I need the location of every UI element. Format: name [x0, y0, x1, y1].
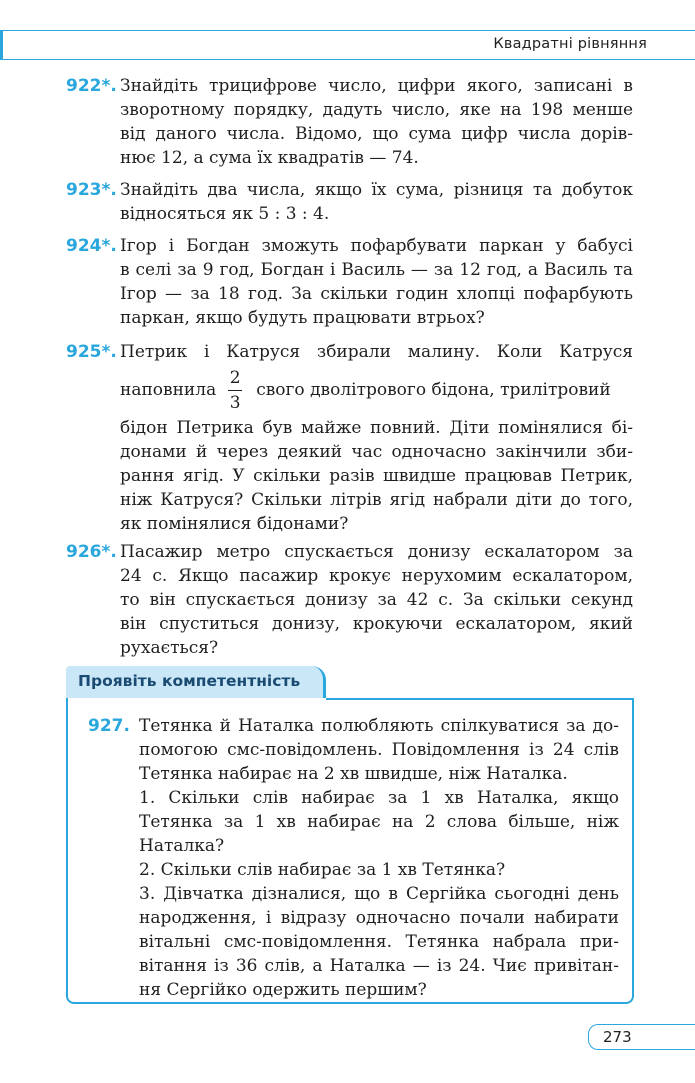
text-line: зворотному порядку, дадуть число, яке на 198 менше — [120, 100, 633, 120]
text-line: паркан, якщо будуть працювати втрьох? — [120, 308, 485, 328]
fraction-denominator: 3 — [229, 392, 241, 413]
problem-number: 925*. — [66, 342, 117, 362]
text-line: відносяться як 5 : 3 : 4. — [120, 204, 330, 224]
problem-number: 923*. — [66, 180, 117, 200]
problem-number: 922*. — [66, 76, 117, 96]
text-fragment: наповнила — [120, 380, 217, 400]
text-line: бідон Петрика був майже повний. Діти помінялися бі- — [120, 418, 633, 438]
text-line: в селі за 9 год, Богдан і Василь — за 12 год, а Василь та — [120, 260, 633, 280]
text-line: Ігор і Богдан зможуть пофарбувати паркан у бабусі — [120, 236, 633, 256]
problem-text — [120, 340, 633, 536]
fraction-numerator: 2 — [229, 367, 241, 388]
text-line: Знайдіть трицифрове число, цифри якого, записані в — [120, 76, 633, 96]
problem-number: 924*. — [66, 236, 117, 256]
text-line: народження, і відразу одночасно почали набирати — [139, 908, 619, 928]
problem-number: 927. — [88, 716, 130, 736]
text-line: Тетянка й Наталка полюбляють спілкуватися за до- — [139, 716, 619, 736]
text-line: 24 с. Якщо пасажир крокує нерухомим ескалатором, — [120, 566, 633, 586]
text-line: 1. Скільки слів набирає за 1 хв Наталка, якщо — [139, 788, 619, 808]
text-line: Ігор — за 18 год. За скільки годин хлопці пофарбують — [120, 284, 633, 304]
text-line: Знайдіть два числа, якщо їх сума, різниця та добуток — [120, 180, 633, 200]
text-line: ніж Катруся? Скільки літрів ягід набрали діти до того, — [120, 490, 633, 510]
fraction — [228, 368, 242, 413]
text-line: помогою смс-повідомлень. Повідомлення із 24 слів — [139, 740, 619, 760]
problem-number: 926*. — [66, 542, 117, 562]
text-line: ня Сергійко одержить першим? — [139, 980, 427, 1000]
text-line: нює 12, а сума їх квадратів — 74. — [120, 148, 419, 168]
text-line: він спуститься донизу, крокуючи ескалатором, який — [120, 614, 633, 634]
text-line: 3. Дівчатка дізналися, що в Сергійка сьогодні день — [139, 884, 619, 904]
problem-text — [120, 178, 633, 226]
text-line: Петрик і Катруся збирали малину. Коли Катруся — [120, 342, 633, 362]
text-line: від даного числа. Відомо, що сума цифр числа дорів- — [120, 124, 633, 144]
text-line: 2. Скільки слів набирає за 1 хв Тетянка? — [139, 860, 506, 880]
running-header-title: Квадратні рівняння — [493, 36, 647, 52]
text-line: Пасажир метро спускається донизу ескалатором за — [120, 542, 633, 562]
problem-text — [120, 234, 633, 330]
text-line: вітальні смс-повідомлення. Тетянка набрала при- — [139, 932, 619, 952]
text-line: рання ягід. У скільки разів швидше працював Петрик, — [120, 466, 633, 486]
problem-text — [120, 540, 633, 660]
text-line: вітання із 36 слів, а Наталка — із 24. Чиє привітан- — [139, 956, 619, 976]
text-fragment: свого дволітрового бідона, трилітровий — [256, 380, 611, 400]
text-line: Наталка? — [139, 836, 225, 856]
text-line: донами й через деякий час одночасно закінчили зби- — [120, 442, 633, 462]
text-line: Тетянка за 1 хв набирає на 2 слова більше, ніж — [139, 812, 619, 832]
text-line: Тетянка набирає на 2 хв швидше, ніж Наталка. — [139, 764, 568, 784]
header-bar — [0, 30, 695, 60]
text-line: рухається? — [120, 638, 219, 658]
problem-text — [120, 74, 633, 170]
text-line: то він спускається донизу за 42 с. За скільки секунд — [120, 590, 633, 610]
competence-section-tab: Проявіть компетентність — [66, 666, 326, 698]
text-line: як помінялися бідонами? — [120, 514, 349, 534]
fraction-bar — [228, 390, 242, 391]
page-number: 273 — [588, 1024, 695, 1050]
fraction-line — [120, 364, 633, 416]
problem-927-text — [139, 714, 619, 1002]
